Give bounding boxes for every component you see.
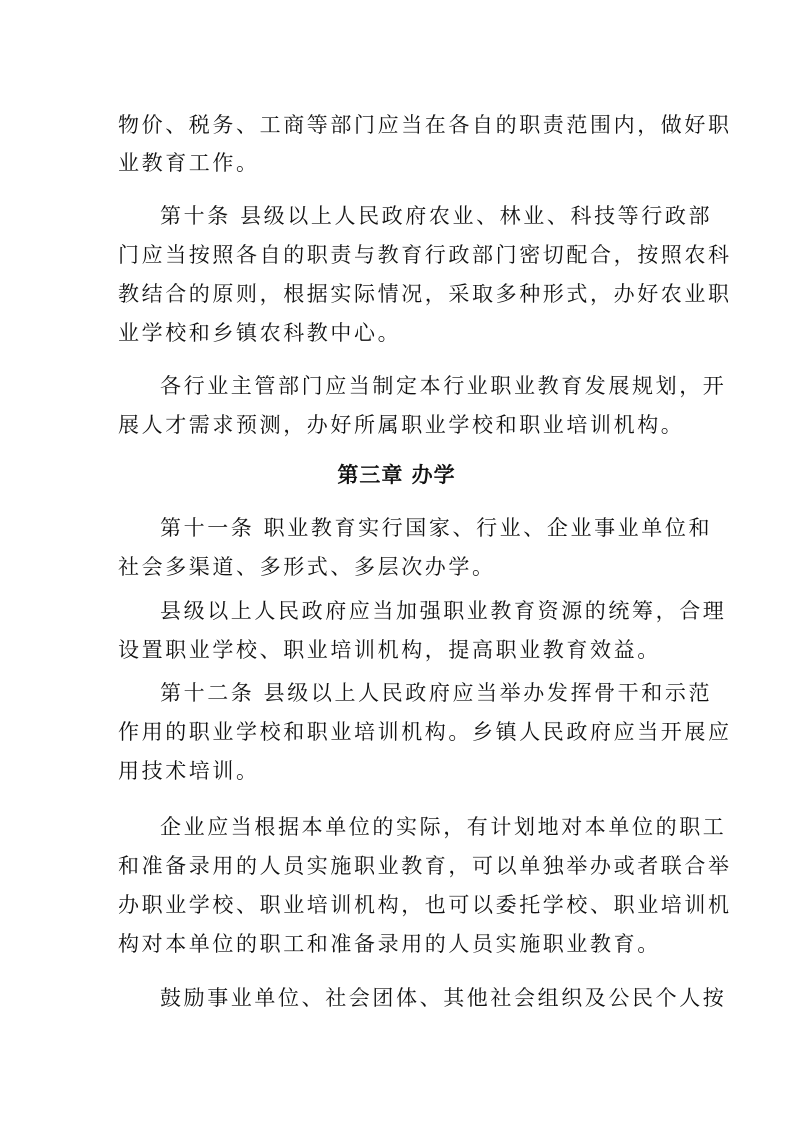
article-12-line: 第十二条 县级以上人民政府应当举办发挥骨干和示范 xyxy=(160,681,713,705)
article-10-line: 第十条 县级以上人民政府农业、林业、科技等行政部 xyxy=(160,204,713,228)
chapter-heading: 第三章 办学 xyxy=(337,463,456,487)
text-line: 物价、税务、工商等部门应当在各自的职责范围内，做好职 xyxy=(118,113,732,137)
text-line: 和准备录用的人员实施职业教育，可以单独举办或者联合举 xyxy=(118,854,732,878)
text-line: 各行业主管部门应当制定本行业职业教育发展规划，开 xyxy=(160,374,727,398)
text-line: 县级以上人民政府应当加强职业教育资源的统筹，合理 xyxy=(160,599,727,623)
text-line: 作用的职业学校和职业培训机构。乡镇人民政府应当开展应 xyxy=(118,720,732,744)
text-line: 门应当按照各自的职责与教育行政部门密切配合，按照农科 xyxy=(118,243,732,267)
text-line: 企业应当根据本单位的实际，有计划地对本单位的职工 xyxy=(160,815,727,839)
text-line: 业教育工作。 xyxy=(118,151,260,175)
article-11-line: 第十一条 职业教育实行国家、行业、企业事业单位和 xyxy=(160,516,713,540)
text-line: 用技术培训。 xyxy=(118,759,260,783)
text-line: 设置职业学校、职业培训机构，提高职业教育效益。 xyxy=(118,638,661,662)
text-line: 教结合的原则，根据实际情况，采取多种形式，办好农业职 xyxy=(118,282,732,306)
text-line: 社会多渠道、多形式、多层次办学。 xyxy=(118,555,496,579)
text-line: 办职业学校、职业培训机构，也可以委托学校、职业培训机 xyxy=(118,893,732,917)
text-line: 展人才需求预测，办好所属职业学校和职业培训机构。 xyxy=(118,413,685,437)
text-line: 构对本单位的职工和准备录用的人员实施职业教育。 xyxy=(118,932,661,956)
text-line: 鼓励事业单位、社会团体、其他社会组织及公民个人按 xyxy=(160,986,727,1010)
text-line: 业学校和乡镇农科教中心。 xyxy=(118,321,402,345)
